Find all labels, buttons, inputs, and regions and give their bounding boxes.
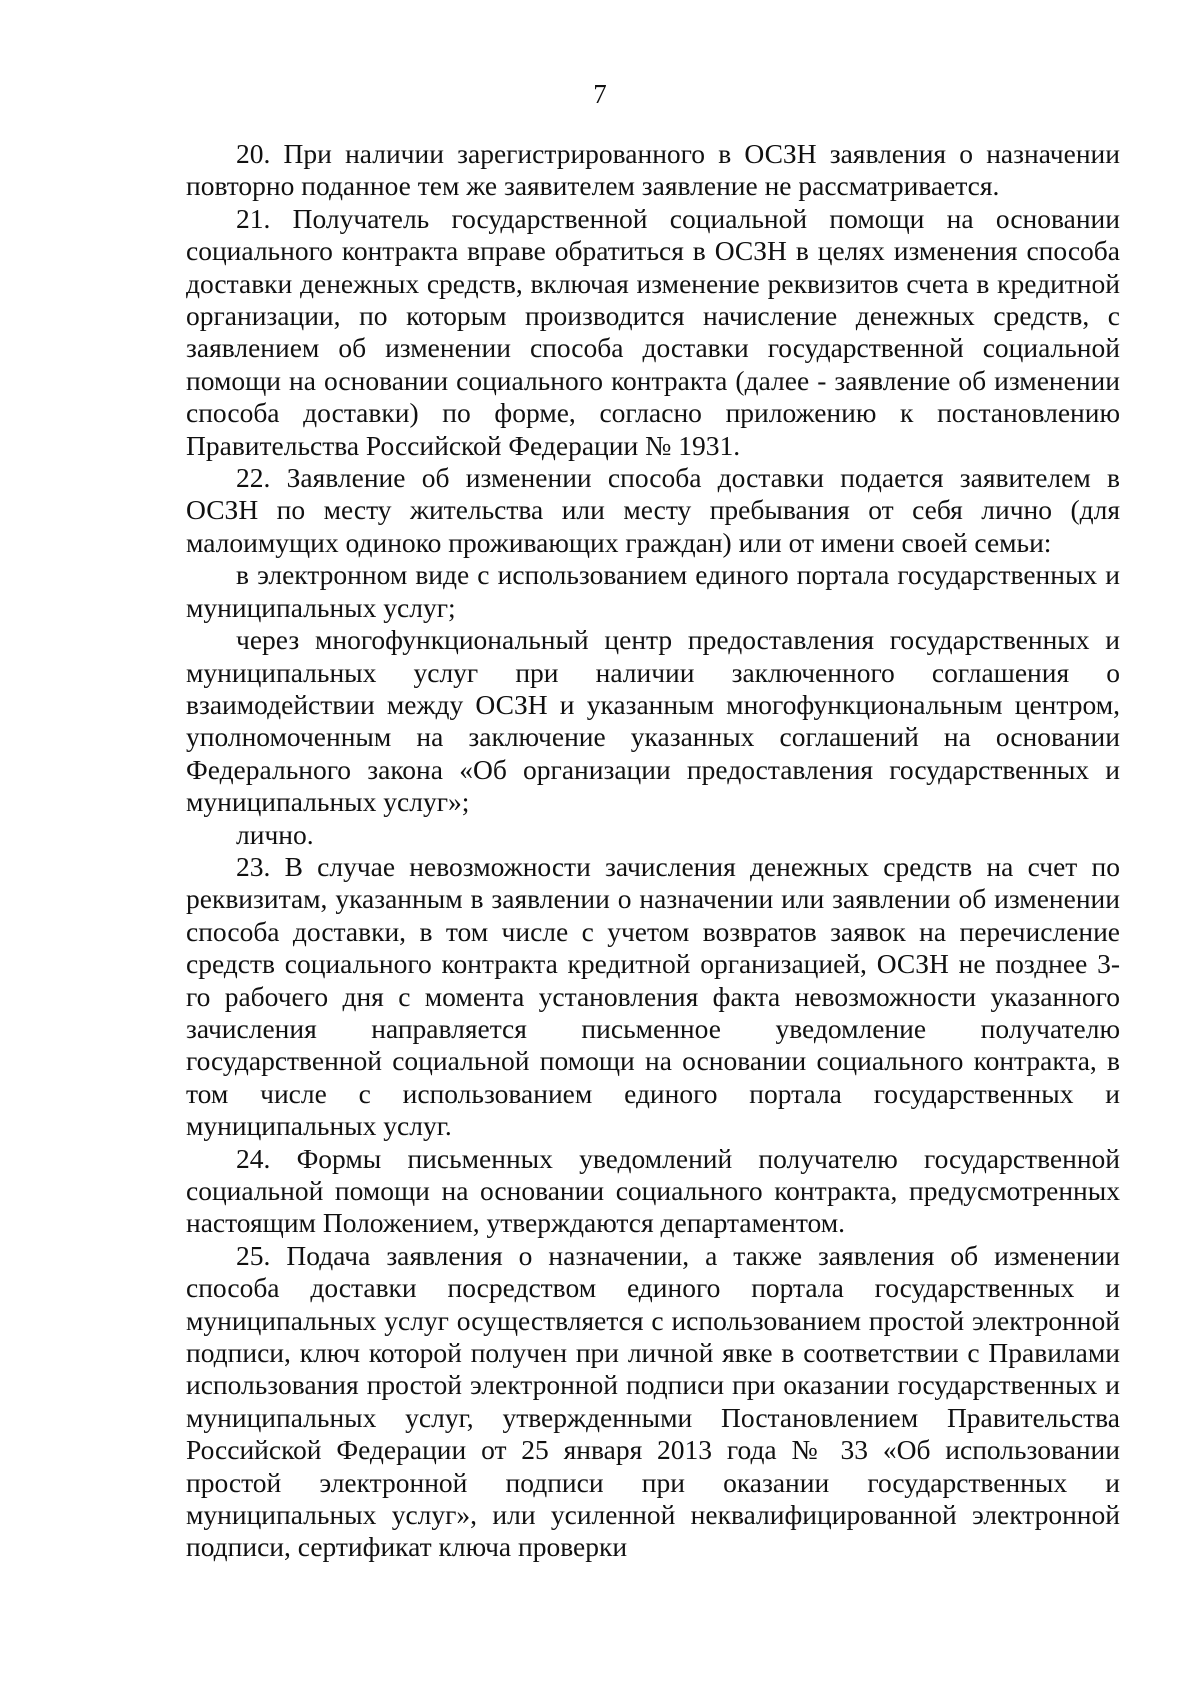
paragraph-22: 22. Заявление об изменении способа доставки подается заявителем в ОСЗН по месту жительства или месту пребывания от себя лично (для малоимущих одиноко проживающих граждан) или от имени своей семьи:	[186, 462, 1120, 558]
paragraph-24: 24. Формы письменных уведомлений получателю государственной социальной помощи на основании социального контракта, предусмотренных настоящим Положением, утверждаются департаментом.	[186, 1142, 1120, 1239]
paragraph-23: 23. В случае невозможности зачисления денежных средств на счет по реквизитам, указанным в заявлении о назначении или заявлении об изменении способа доставки, в том числе с учетом возвратов заявок на перечисление средств социального контракта кредитной организацией, ОСЗН не позднее 3-го рабочего дня с момента установления факта невозможности указанного зачисления направляется письменное уведомление получателю государственной социальной помощи на основании социального контракта, в том числе с использованием единого портала государственных и муниципальных услуг.	[186, 850, 1120, 1142]
paragraph-25: 25. Подача заявления о назначении, а также заявления об изменении способа доставки посредством единого портала государственных и муниципальных услуг осуществляется с использованием простой электронной подписи, ключ которой получен при личной явке в соответствии с Правилами использования простой электронной подписи при оказании государственных и муниципальных услуг, утвержденными Постановлением Правительства Российской Федерации от 25 января 2013 года № 33 «Об использовании простой электронной подписи при оказании государственных и муниципальных услуг», или усиленной неквалифицированной электронной подписи, сертификат ключа проверки	[186, 1239, 1120, 1563]
paragraph-22-option-in-person: лично.	[236, 818, 314, 850]
page-number: 7	[593, 79, 607, 109]
paragraph-20: 20. При наличии зарегистрированного в ОСЗН заявления о назначении повторно поданное тем же заявителем заявление не рассматривается.	[186, 138, 1120, 202]
paragraph-21: 21. Получатель государственной социальной помощи на основании социального контракта вправе обратиться в ОСЗН в целях изменения способа доставки денежных средств, включая изменение реквизитов счета в кредитной организации, по которым производится начисление денежных средств, с заявлением об изменении способа доставки государственной социальной помощи на основании социального контракта (далее - заявление об изменении способа доставки) по форме, согласно приложению к постановлению Правительства Российской Федерации № 1931.	[186, 202, 1120, 461]
paragraph-22-option-mfc: через многофункциональный центр предоставления государственных и муниципальных услуг при наличии заключенного соглашения о взаимодействии между ОСЗН и указанным многофункциональным центром, уполномоченным на заключение указанных соглашений на основании Федерального закона «Об организации предоставления государственных и муниципальных услуг»;	[186, 624, 1120, 818]
document-body	[186, 138, 1120, 1564]
paragraph-22-option-electronic: в электронном виде с использованием единого портала государственных и муниципальных услуг;	[186, 559, 1120, 623]
